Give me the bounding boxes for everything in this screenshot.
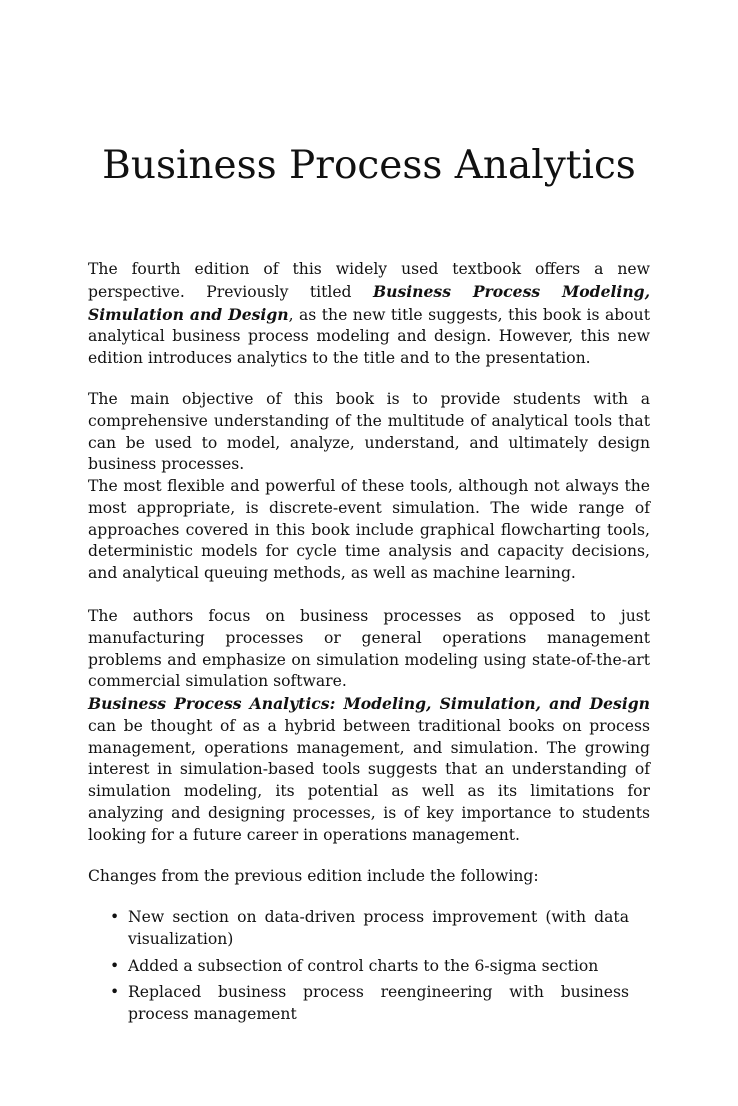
paragraph-intro-text-start: The fourth edition of this widely used textbook offers a new perspective. Previously titled xyxy=(88,260,650,301)
list-item-text: New section on data-driven process improvement (with data visualization) xyxy=(128,908,629,948)
paragraph-tools: The most flexible and powerful of these tools, although not always the most appropriate, is discrete-event simulation. The wide range of approaches covered in this book include graphical flowcharting tools, deterministic models for cycle time analysis and capacity decisions, and analytical queuing methods, as well as machine learning. xyxy=(88,477,650,583)
bullet-icon: • xyxy=(110,983,120,1002)
list-item-text: Added a subsection of control charts to the 6-sigma section xyxy=(128,956,599,975)
bullet-icon: • xyxy=(110,956,120,975)
list-item-text: Replaced business process reengineering with business process management xyxy=(128,983,629,1024)
paragraph-intro-text-end: , as the new title suggests, this book is about analytical business process modeling and design. However, this new edition introduces analytics to the title and to the presentation. xyxy=(88,305,650,368)
paragraph-intro xyxy=(88,259,650,370)
paragraph-hybrid-text: can be thought of as a hybrid between traditional books on process management, operations management, and simulation. The growing interest in simulation-based tools suggests that an understanding of simulation modeling, its potential as well as its limitations for analyzing and designing processes, is of key importance to students looking for a future career in operations management. xyxy=(88,716,650,844)
paragraph-objective: The main objective of this book is to provide students with a comprehensive understanding of the multitude of analytical tools that can be used to model, analyze, understand, and ultimately design business processes. xyxy=(88,390,650,474)
paragraph-authors-focus: The authors focus on business processes as opposed to just manufacturing processes or general operations management problems and emphasize on simulation modeling using state-of-the-art commercial simulation software. xyxy=(88,607,650,691)
changes-list xyxy=(88,907,650,1031)
changes-intro: Changes from the previous edition include the following: xyxy=(88,867,539,885)
paragraph-hybrid xyxy=(88,693,650,847)
page-title: Business Process Analytics xyxy=(102,143,636,188)
current-book-title: Business Process Analytics: Modeling, Simulation, and Design xyxy=(88,694,650,713)
previous-book-title: Business Process Modeling, Simulation and Design xyxy=(88,281,651,324)
list-item xyxy=(88,907,650,951)
list-item xyxy=(88,982,650,1026)
list-item xyxy=(88,956,650,978)
bullet-icon: • xyxy=(110,908,120,926)
